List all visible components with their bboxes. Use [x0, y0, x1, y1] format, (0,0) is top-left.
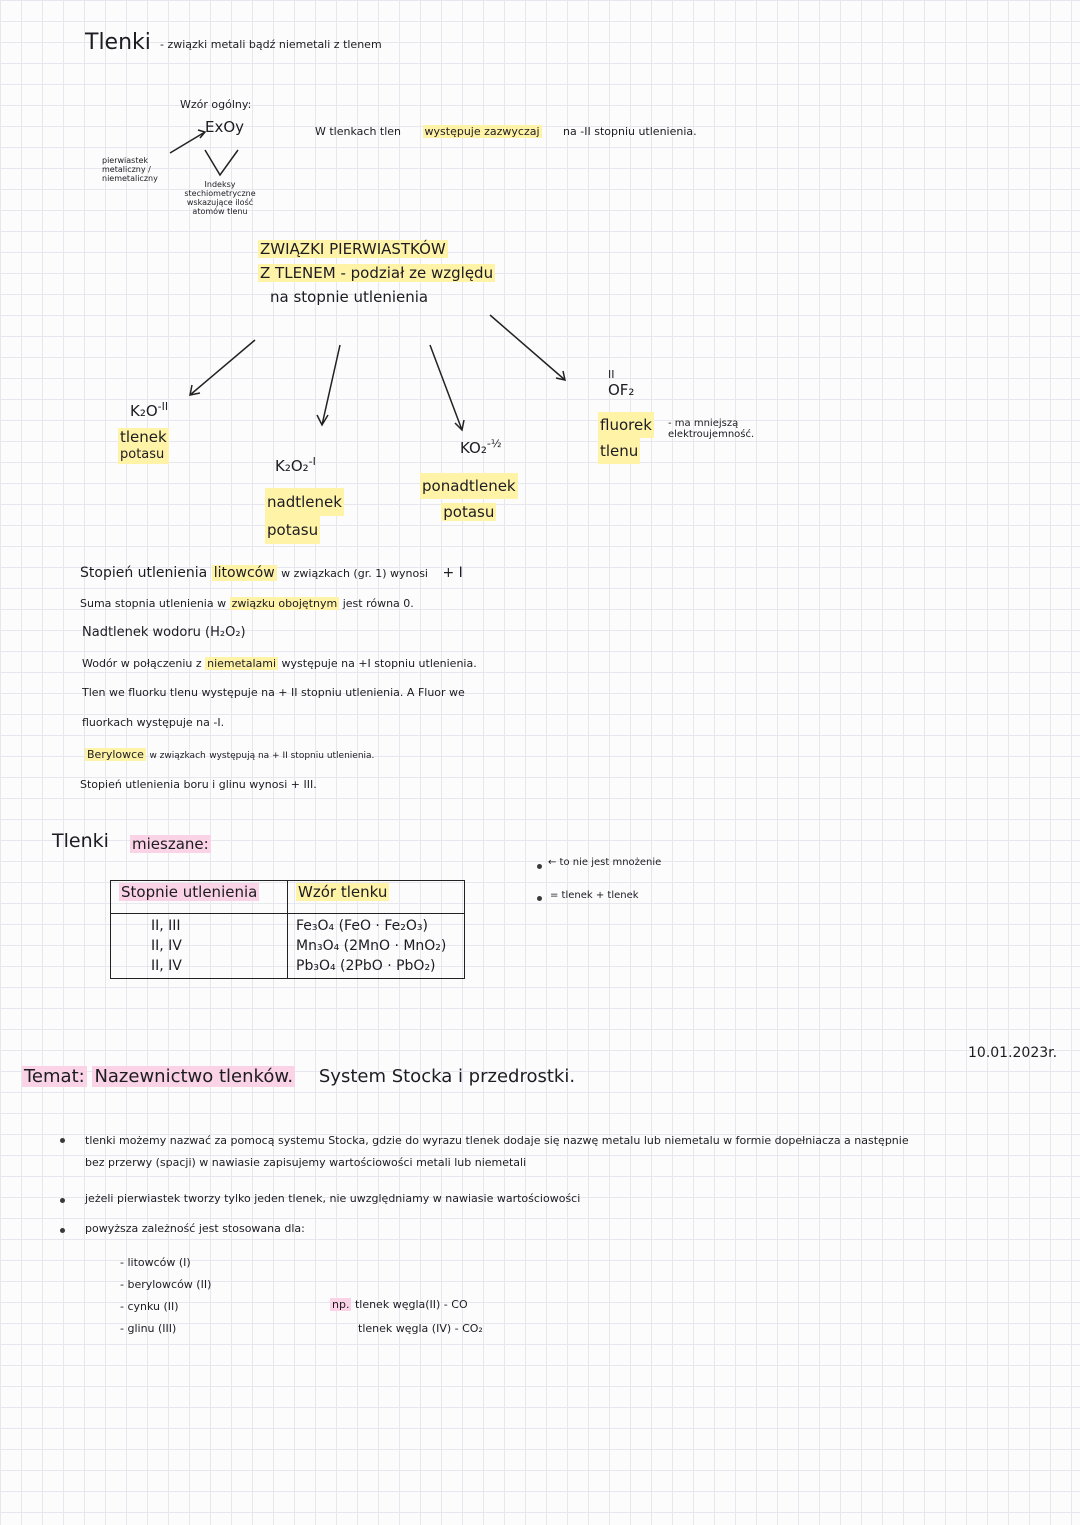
title-definition: - związki metali bądź niemetali z tlenem	[160, 38, 382, 51]
table-row: II, III II, IV II, IV Fe₃O₄ (FeO · Fe₂O₃) Mn₃O₄ (2MnO · MnO₂) Pb₃O₄ (2PbO · PbO₂)	[111, 914, 465, 979]
fluor-note: - ma mniejszą elektroujemność.	[668, 418, 755, 440]
oxide-of2: II OF₂	[608, 368, 635, 399]
arrow-of2	[490, 315, 565, 380]
general-formula: ExOy	[205, 118, 245, 136]
rule-3: Nadtlenek wodoru (H₂O₂)	[82, 625, 246, 640]
rule-1: Stopień utlenienia litowców w związkach (gr. 1) wynosi + I	[80, 565, 463, 581]
rule-6: fluorkach występuje na -I.	[82, 716, 225, 729]
list-item: - berylowców (II)	[120, 1278, 212, 1291]
arrow-ko2	[430, 345, 464, 430]
lesson-topic: Temat: Nazewnictwo tlenków. System Stocka i przedrostki.	[24, 1066, 576, 1087]
formula-arrow	[170, 130, 205, 153]
rule-8: Stopień utlenienia boru i glinu wynosi + III.	[80, 778, 317, 791]
rule-7: Berylowce w związkach występują na + II stopniu utlenienia.	[87, 748, 375, 761]
element-note: pierwiastek metaliczny / niemetaliczny	[102, 156, 158, 183]
oxide-of2-name: fluorek tlenu	[598, 412, 654, 464]
bullet-single-oxide: jeżeli pierwiastek tworzy tylko jeden tlenek, nie uwzględniamy w nawiasie wartościowości	[85, 1192, 581, 1205]
table-header-row	[111, 881, 465, 914]
general-formula-label: Wzór ogólny:	[180, 98, 252, 111]
list-item: - glinu (III)	[120, 1322, 177, 1335]
bullet-rule-applies: powyższa zależność jest stosowana dla:	[85, 1222, 305, 1235]
oxide-k2o-name: tlenek potasu	[120, 428, 167, 462]
page-title: Tlenki	[85, 30, 151, 55]
note-not-multiplication: ← to nie jest mnożenie	[548, 857, 662, 868]
note-bullet	[537, 864, 542, 869]
examples: np. tlenek węgla(II) - CO tlenek węgla (IV) - CO₂	[332, 1298, 483, 1335]
classification-title: ZWIĄZKI PIERWIASTKÓW Z TLENEM - podział ze względu na stopnie utlenienia	[260, 240, 494, 306]
bullet-dot	[60, 1198, 65, 1203]
oxygen-note-highlight: występuje zazwyczaj	[424, 125, 540, 138]
oxide-k2o2-name: nadtlenek potasu	[265, 488, 344, 544]
list-item: - litowców (I)	[120, 1256, 191, 1269]
indices-arrow	[205, 150, 238, 175]
rule-2: Suma stopnia utlenienia w związku obojętnym jest równa 0.	[80, 597, 414, 610]
oxide-k2o: $K_2O^{-II}$	[130, 400, 169, 420]
lesson-date: 10.01.2023r.	[968, 1045, 1058, 1061]
table-header-formula: Wzór tlenku	[288, 881, 465, 914]
oxide-ko2: KO₂$^{-\frac{1}{2}}$	[460, 437, 502, 457]
arrow-k2o	[190, 340, 255, 395]
oxide-ko2-name: ponadtlenek potasu	[420, 473, 518, 525]
list-item: - cynku (II)	[120, 1300, 179, 1313]
bullet-stock-system: tlenki możemy nazwać za pomocą systemu Stocka, gdzie do wyrazu tlenek dodaje się nazwę metalu lub niemetalu w formie dopełniacza a następnie bez przerwy (spacji) w nawiasie zapisujemy wartościowości metali lub niemetali	[85, 1134, 909, 1169]
bullet-dot	[60, 1228, 65, 1233]
rule-4: Wodór w połączeniu z niemetalami występuje na +I stopniu utlenienia.	[82, 657, 477, 670]
note-oxide-sum: = tlenek + tlenek	[550, 890, 639, 901]
mixed-oxides-title: Tlenki	[52, 830, 109, 852]
rule-5: Tlen we fluorku tlenu występuje na + II stopniu utlenienia. A Fluor we	[82, 686, 465, 699]
oxygen-note: W tlenkach tlen występuje zazwyczaj na -II stopniu utlenienia.	[315, 125, 697, 138]
bullet-dot	[60, 1138, 65, 1143]
note-bullet	[537, 896, 542, 901]
mixed-oxides-subtitle: mieszane:	[132, 835, 209, 853]
exceptions-list	[120, 1252, 211, 1340]
table-header-ox: Stopnie utlenienia	[111, 881, 288, 914]
indices-note: Indeksy stechiometryczne wskazujące ilość atomów tlenu	[184, 180, 256, 216]
mixed-oxides-table	[110, 880, 465, 979]
arrow-k2o2	[317, 345, 340, 425]
oxide-k2o2: K₂O₂$^{-I}$	[275, 455, 316, 475]
